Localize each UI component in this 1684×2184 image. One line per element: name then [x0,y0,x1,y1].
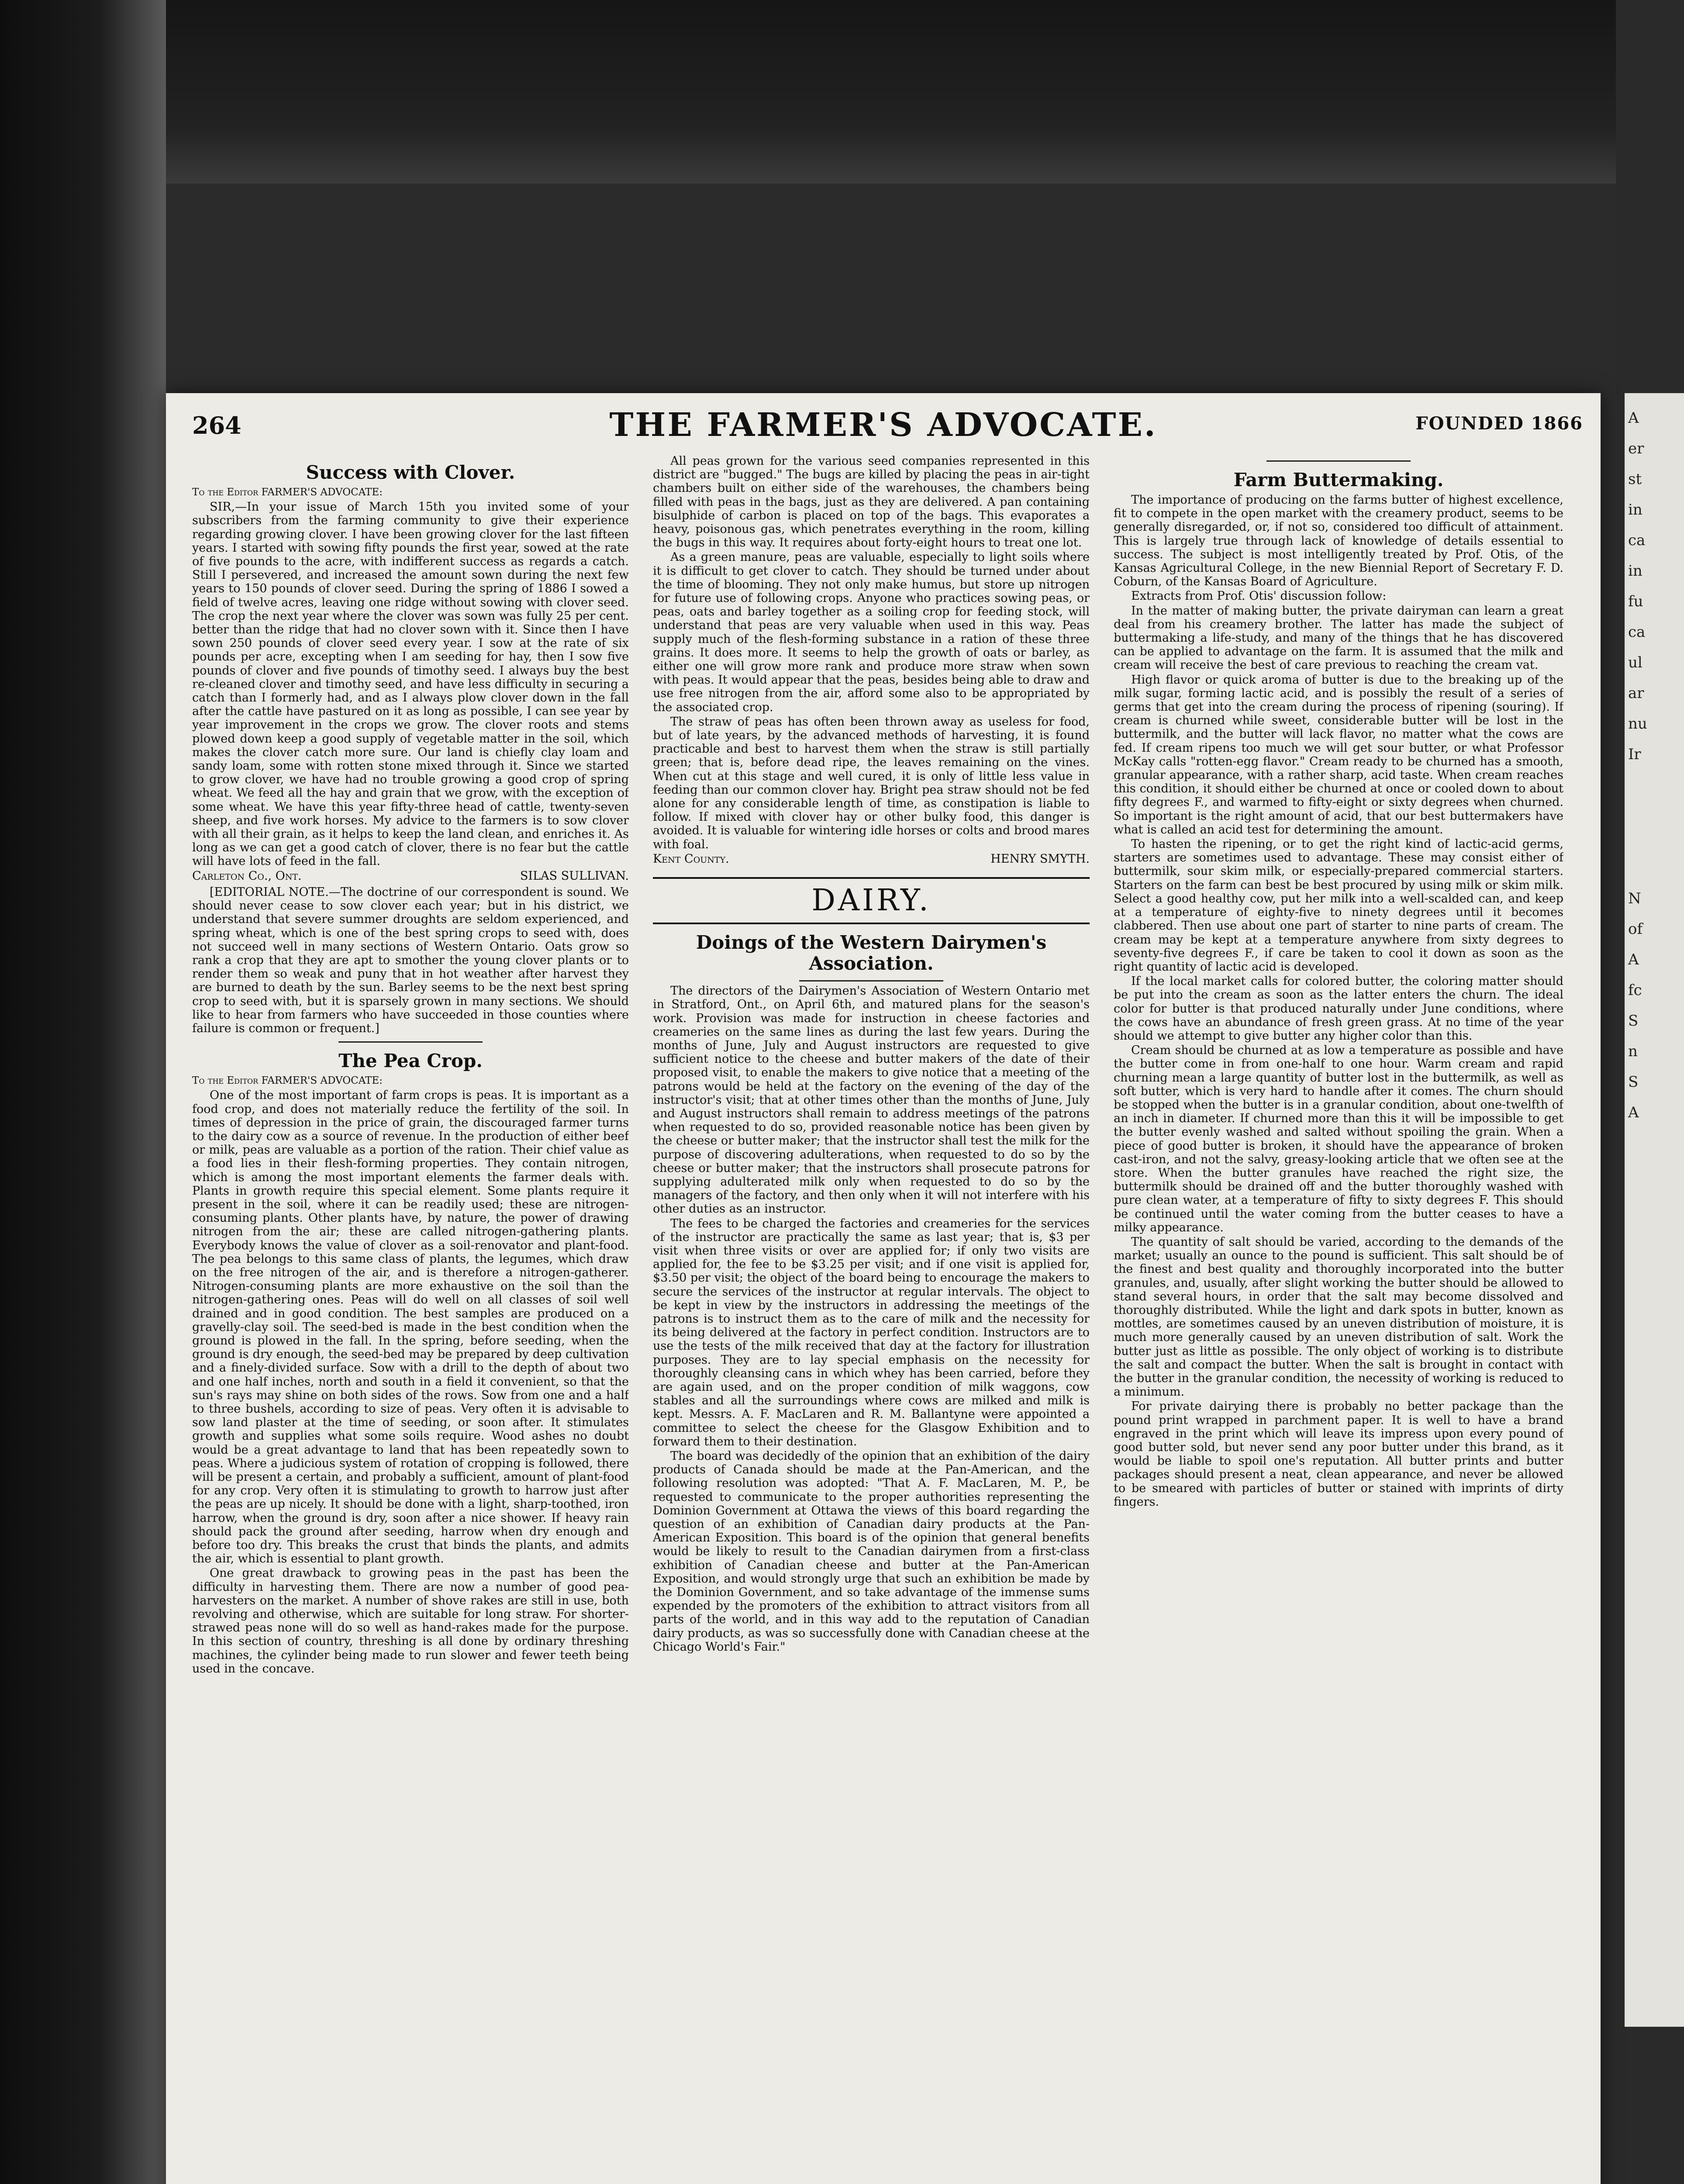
signature [653,852,1090,866]
section-heading-dairy: DAIRY. [653,877,1090,924]
adjacent-page-strip [1625,393,1684,2027]
adjacent-page-fragment: n [1628,1043,1638,1060]
page-header [166,393,1601,450]
adjacent-page-fragment: fu [1628,593,1643,610]
newspaper-page [166,393,1601,2184]
masthead: THE FARMER'S ADVOCATE. [609,406,1157,444]
adjacent-page-fragment: ca [1628,623,1646,641]
butter-paragraph: High flavor or quick aroma of butter is due to the breaking up of the milk sugar, forming lactic acid, and is possibly the result of a series of germs that get into the cream during the process of ripening (souring). If cream is churned while sweet, considerable butter will be lost in the buttermilk, and the butter will lack flavor, no matter what the cows are fed. If cream ripens too much we will get sour butter, or what Professor McKay calls "rotten-egg flavor." Cream ready to be churned has a smooth, granular appearance, with a rather sharp, acid taste. When cream reaches this condition, it should either be churned at once or cooled down to about fifty degrees F., and warmed to fifty-eight or sixty degrees when churned. So important is the right amount of acid, that our best buttermakers have what is called an acid test for determining the amount. [1114,673,1563,836]
scan-border-top [0,0,1684,183]
adjacent-page-fragment: er [1628,440,1644,457]
adjacent-page-fragment: ul [1628,654,1643,671]
pea-paragraph: As a green manure, peas are valuable, especially to light soils where it is difficult to get clover to catch. They should be turned under about the time of blooming. They not only make humus, but store up nitrogen for future use of following crops. Anyone who practices sowing peas, or peas, oats and barley together as a soiling crop for feeding stock, will understand that peas are very valuable when used in this way. Peas supply much of the flesh-forming substance in a ration of these three grains. It does more. It seems to help the growth of oats or barley, as either one will grow more rank and produce more straw when sown with peas. It would appear that the peas, besides being able to draw and use free nitrogen from the air, afford some also to be appropriated by the associated crop. [653,550,1090,714]
pea-paragraph: All peas grown for the various seed companies represented in this district are "bugged." The bugs are killed by placing the peas in air-tight chambers built on either side of the warehouses, the chambers being filled with peas in the bags, just as they are delivered. A pan containing bisulphide of carbon is placed on top of the bags. This evaporates a heavy, poisonous gas, which penetrates everything in the room, killing the bugs in this way. It requires about forty-eight hours to treat one lot. [653,454,1090,550]
adjacent-page-fragment: st [1628,470,1642,488]
adjacent-page-fragment: A [1628,1104,1639,1121]
signature-name: SILAS SULLIVAN. [520,869,629,883]
adjacent-page-fragment: S [1628,1073,1639,1091]
divider [799,980,943,981]
signature-place: Carleton Co., Ont. [192,869,302,883]
butter-paragraph: The quantity of salt should be varied, according to the demands of the market; usually an ounce to the pound is sufficient. This salt should be of the finest and best quality and thoroughly incorporated into the butter granules, and, usually, after slight working the butter should be allowed to stand several hours, in order that the salt may become dissolved and thoroughly distributed. While the light and dark spots in butter, known as mottles, are sometimes caused by an uneven distribution of moisture, it is much more generally caused by an uneven distribution of salt. Work the butter just as little as possible. The only object of working is to distribute the salt and compact the butter. When the salt is brought in contact with the butter in the granular condition, the necessity of working is reduced to a minimum. [1114,1235,1563,1399]
butter-paragraph: For private dairying there is probably no better package than the pound print wrapped in parchment paper. It is well to have a brand engraved in the print which will leave its impress upon every pound of good butter sold, but never send any poor butter under this brand, as it would be liable to spoil one's reputation. All butter prints and butter packages should present a neat, clean appearance, and never be allowed to be smeared with particles of butter or stained with imprints of dirty fingers. [1114,1400,1563,1509]
adjacent-page-fragment: in [1628,501,1643,518]
adjacent-page-fragment: ar [1628,684,1644,702]
signature [192,869,629,883]
article-title-dairymen: Doings of the Western Dairymen's Association. [696,932,1047,975]
scan-border-left [0,0,166,2184]
clover-paragraph: SIR,—In your issue of March 15th you invited some of your subscribers from the farming community to give their experience regarding growing clover. I have been growing clover for the last fifteen years. I started with sowing fifty pounds the first year, sowed at the rate of five pounds to the acre, with indifferent success as regards a catch. Still I persevered, and increased the amount sown during the next few years to 150 pounds of clover seed. During the spring of 1886 I sowed a field of twelve acres, leaving one ridge without sowing with clover seed. The crop the next year where the clover was sown was fully 25 per cent. better than the ridge that had no clover sown with it. Since then I have sown 250 pounds of clover seed every year. I sow at the rate of six pounds per acre, excepting when I am seeding for hay, then I sow five pounds of clover and five pounds of timothy seed. I always buy the best re-cleaned clover and timothy seed, and have less difficulty in securing a catch than I formerly had, and as I always plow clover down in the fall after the cattle have pastured on it as long as possible, I can see year by year improvement in the crops we grow. The clover roots and stems plowed down keep a good supply of vegetable matter in the soil, which makes the clover catch more sure. Our land is chiefly clay loam and sandy loam, some with rotten stone mixed through it. Since we started to grow clover, we have had no trouble growing a good crop of spring wheat. We feed all the hay and grain that we grow, with the exception of some wheat. We have this year fifty-three head of cattle, twenty-seven sheep, and five work horses. My advice to the farmers is to sow clover with all their grain, as it helps to keep the land clean, and enriches it. As long as we can get a good catch of clover, there is no fear but the cattle will have lots of feed in the fall. [192,500,629,868]
dairy-paragraph: The board was decidedly of the opinion that an exhibition of the dairy products of Canada should be made at the Pan-American, and the following resolution was adopted: "That A. F. MacLaren, M. P., be requested to communicate to the proper authorities representing the Dominion Government at Ottawa the views of this board regarding the question of an exhibition of Canadian dairy products at the Pan-American Exposition. This board is of the opinion that general benefits would be likely to result to the Canadian dairymen from a first-class exhibition of Canadian cheese and butter at the Pan-American Exposition, and would strongly urge that such an exhibition be made by the Dominion Government, and so take advantage of the immense sums expended by the promoters of the exhibition to attract visitors from all parts of the world, and in this way add to the reputation of Canadian dairy products, as was so successfully done with Canadian cheese at the Chicago World's Fair." [653,1449,1090,1654]
column-3 [1114,454,1563,2184]
adjacent-page-fragment: in [1628,562,1643,580]
divider [338,1041,483,1043]
dairy-paragraph: The directors of the Dairymen's Association of Western Ontario met in Stratford, Ont., on April 6th, and matured plans for the season's work. Provision was made for instruction in cheese factories and creameries on the same lines as during the last few years. During the months of June, July and August instructors are requested to give sufficient notice to the cheese and butter makers of the date of their proposed visit, to enable the makers to give notice that a meeting of the patrons would be held at the factory on the evening of the day of the instructor's visit; that at other times other than the months of June, July and August instructors shall remain to address meetings of the patrons when requested to do so, provided reasonable notice has been given by the cheese or butter maker; that the instructor shall test the milk for the purpose of discovering adulterations, when requested to do so by the cheese or butter maker; that the instructors shall prosecute patrons for supplying adulterated milk only when requested to do so by the managers of the factory, and then only when it will not interfere with his other duties as an instructor. [653,984,1090,1216]
adjacent-page-fragment: S [1628,1012,1639,1030]
article-title-pea: The Pea Crop. [338,1050,483,1072]
adjacent-page-fragment: fc [1628,981,1642,999]
pea-paragraph: One great drawback to growing peas in the past has been the difficulty in harvesting them. There are now a number of good pea-harvesters on the market. A number of shove rakes are still in use, both revolving and otherwise, which are suitable for long straw. For shorter-strawed peas none will do so well as hand-rakes made for the purpose. In this section of country, threshing is all done by ordinary threshing machines, the cylinder being made to run slower and fewer teeth being used in the concave. [192,1566,629,1676]
article-title-clover: Success with Clover. [306,462,515,483]
column-2 [653,454,1090,2184]
founded-line: FOUNDED 1866 [1415,413,1583,434]
butter-paragraph: Extracts from Prof. Otis' discussion follow: [1131,589,1387,603]
page-number: 264 [192,411,242,439]
editorial-note: [EDITORIAL NOTE.—The doctrine of our correspondent is sound. We should never cease to sow clover each year; but in his district, we understand that severe summer droughts are seldom experienced, and spring wheat, which is one of the best spring crops to seed with, does not succeed well in many sections of Western Ontario. Oats grow so rank a crop that they are apt to smother the young clover plants or to render them so weak and puny that in hot weather after harvest they are burned to death by the sun. Barley seems to be the next best spring crop to seed with, but it is sparsely grown in many sections. We should like to hear from farmers who have succeeded in those counties where failure is common or frequent.] [192,885,629,1035]
butter-paragraph: The importance of producing on the farms butter of highest excellence, fit to compete in the open market with the creamery product, seems to be generally disregarded, or, if not so, considered too difficult of attainment. This is largely true through lack of knowledge of details essential to success. The subject is most intelligently treated by Prof. Otis, of the Kansas Agricultural College, in the new Biennial Report of Secretary F. D. Coburn, of the Kansas Board of Agriculture. [1114,493,1563,589]
butter-paragraph: If the local market calls for colored butter, the coloring matter should be put into the cream as soon as the latter enters the churn. The ideal color for butter is that produced naturally under June conditions, where the cows have an abundance of fresh green grass. At no time of the year should we attempt to give butter any higher color than this. [1114,975,1563,1043]
adjacent-page-fragment: Ir [1628,746,1641,763]
to-editor-line: To the Editor FARMER'S ADVOCATE: [192,1075,383,1087]
divider [1266,460,1411,462]
pea-paragraph: One of the most important of farm crops is peas. It is important as a food crop, and does not materially reduce the fertility of the soil. In times of depression in the price of grain, the discouraged farmer turns to the dairy cow as a source of revenue. In the production of either beef or milk, peas are valuable as a portion of the ration. Their chief value as a food lies in their flesh-forming properties. They contain nitrogen, which is among the most important elements the farmer deals with. Plants in growth require this special element. Some plants require it present in the soil, where it can be readily used; these are nitrogen-consuming plants. Other plants have, by nature, the power of drawing nitrogen from the air; these are called nitrogen-gathering plants. Everybody knows the value of clover as a soil-renovator and plant-food. The pea belongs to this same class of plants, the legumes, which draw on the free nitrogen of the air, and is therefore a nitrogen-gatherer. Nitrogen-consuming plants are more exhaustive on the soil than the nitrogen-gathering ones. Peas will do well on all classes of soil well drained and in good condition. The best samples are produced on a gravelly-clay soil. The seed-bed is made in the best condition when the ground is plowed in the fall. In the spring, before seeding, when the ground is dry enough, the seed-bed may be prepared by deep cultivation and a finely-divided surface. Sow with a drill to the depth of about two and one half inches, north and south in a field it convenient, so that the sun's rays may shine on both sides of the rows. Sow from one and a half to three bushels, according to size of peas. Very often it is advisable to sow land plaster at the time of seeding, or soon after. It stimulates growth and supplies what some soils require. Wood ashes no doubt would be a great advantage to land that has been repeatedly sown to peas. Where a judicious system of rotation of cropping is followed, there will be present a certain, and probably a sufficient, amount of plant-food for any crop. Very often it is stimulating to growth to harrow just after the peas are up nicely. It should be done with a light, sharp-toothed, iron harrow, when the ground is dry, soon after a nice shower. If heavy rain should pack the ground after seeding, harrow when dry enough and before too dry. This breaks the crust that binds the plants, and admits the air, which is essential to plant growth. [192,1089,629,1566]
adjacent-page-fragment: of [1628,920,1643,938]
dairy-paragraph: The fees to be charged the factories and creameries for the services of the instructor are practically the same as last year; that is, $3 per visit when three visits or over are applied for; if only two visits are applied for, the fee to be $3.25 per visit; and if one visit is applied for, $3.50 per visit; the object of the board being to encourage the makers to secure the services of the instructor at regular intervals. The object to be kept in view by the instructors in addressing the meetings of the patrons is to instruct them as to the care of milk and the necessity for its being delivered at the factory in perfect condition. Instructors are to use the tests of the milk received that day at the factory for illustration purposes. They are to lay special emphasis on the necessity for thoroughly cleansing cans in which whey has been carried, before they are again used, and on the proper condition of milk waggons, cow stables and all the surroundings where cows are milked and milk is kept. Messrs. A. F. MacLaren and R. M. Ballantyne were appointed a committee to select the cheese for the Glasgow Exhibition and to forward them to their destination. [653,1216,1090,1448]
butter-paragraph: To hasten the ripening, or to get the right kind of lactic-acid germs, starters are sometimes used to advantage. These may consist either of buttermilk, sour skim milk, or especially-prepared commercial starters. Starters on the farm can best be best procured by using milk or skim milk. Select a good healthy cow, put her milk into a well-scalded can, and keep at a temperature of eighty-five to ninety degrees until it becomes clabbered. Then use about one part of starter to nine parts of cream. The cream may be kept at a temperature anywhere from sixty degrees to seventy-five degrees F., if care be taken to cool it down as soon as the right quantity of lactic acid is developed. [1114,837,1563,974]
signature-place: Kent County. [653,852,729,866]
butter-paragraph: Cream should be churned at as low a temperature as possible and have the butter come in from one-half to one hour. Warm cream and rapid churning mean a large quantity of butter lost in the buttermilk, as well as soft butter, which is very hard to handle after it comes. The churn should be stopped when the butter is in a granular condition, about one-twelfth of an inch in diameter. If churned more than this it will be impossible to get the butter evenly washed and salted without spoiling the grain. When a piece of good butter is broken, it should have the appearance of broken cast-iron, and not the salvy, greasy-looking article that we often see at the store. When the butter granules have reached the right size, the buttermilk should be drained off and the butter thoroughly washed with pure clean water, at a temperature of fifty to sixty degrees F. This should be continued until the water coming from the butter ceases to have a milky appearance. [1114,1044,1563,1234]
adjacent-page-fragment: N [1628,890,1641,907]
adjacent-page-fragment: ca [1628,532,1646,549]
signature-name: HENRY SMYTH. [990,852,1090,866]
adjacent-page-fragment: nu [1628,715,1647,733]
butter-paragraph: In the matter of making butter, the private dairyman can learn a great deal from his creamery brother. The latter has made the subject of buttermaking a life-study, and many of the things that he has discovered can be applied to advantage on the farm. It is assumed that the milk and cream will receive the best of care previous to reaching the cream vat. [1114,604,1563,672]
adjacent-page-fragment: A [1628,951,1639,968]
adjacent-page-fragment: A [1628,409,1639,427]
pea-paragraph: The straw of peas has often been thrown away as useless for food, but of late years, by the advanced methods of harvesting, it is found practicable and best to harvest them when the straw is still partially green; that is, before dead ripe, the leaves remaining on the vines. When cut at this stage and well cured, it is only of little less value in feeding than our common clover hay. Bright pea straw should not be fed alone for any considerable length of time, as constipation is liable to follow. If mixed with clover hay or other bulky food, this danger is avoided. It is valuable for wintering idle horses or colts and brood mares with foal. [653,715,1090,851]
to-editor-line: To the Editor FARMER'S ADVOCATE: [192,487,383,498]
article-title-butter: Farm Buttermaking. [1233,469,1444,491]
column-1 [192,454,629,2184]
